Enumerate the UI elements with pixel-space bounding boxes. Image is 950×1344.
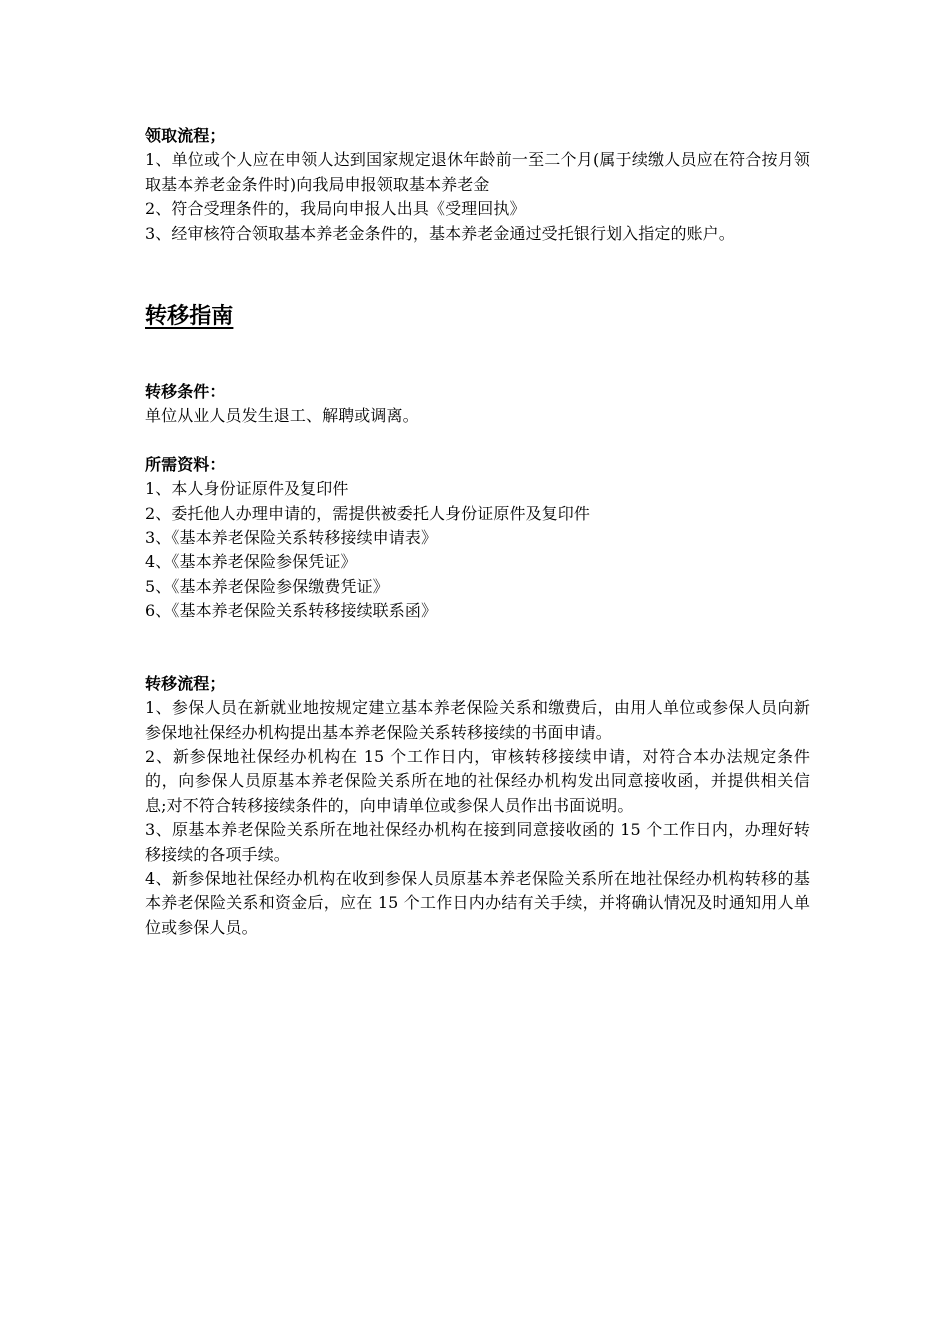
material-item-4: 4、《基本养老保险参保凭证》: [145, 552, 357, 572]
transfer-step-1: 1、参保人员在新就业地按规定建立基本养老保险关系和缴费后，由用人单位或参保人员向新参保地社保经办机构提出基本养老保险关系转移接续的书面申请。: [145, 698, 810, 742]
spacer: [145, 246, 810, 302]
spacer: [145, 332, 810, 380]
claim-step-2: 2、符合受理条件的，我局向申报人出具《受理回执》: [145, 199, 526, 219]
material-item-2: 2、委托他人办理申请的，需提供被委托人身份证原件及复印件: [145, 503, 590, 523]
material-item-6: 6、《基本养老保险关系转移接续联系函》: [145, 601, 438, 621]
claim-step-1: 1、单位或个人应在申领人达到国家规定退休年龄前一至二个月(属于续缴人员应在符合按月领取基本养老金条件时)向我局申报领取基本养老金: [145, 150, 810, 194]
transfer-conditions-heading: 转移条件：: [145, 382, 226, 402]
transfer-step-2: 2、新参保地社保经办机构在 15 个工作日内，审核转移接续申请，对符合本办法规定条件的，向参保人员原基本养老保险关系所在地的社保经办机构发出同意接收函，并提供相关信息;对不符合转移接续条件的，向申请单位或参保人员作出书面说明。: [145, 746, 810, 815]
material-item-1: 1、本人身份证原件及复印件: [145, 479, 349, 499]
transfer-guide-title: 转移指南: [145, 304, 234, 330]
transfer-step-4: 4、新参保地社保经办机构在收到参保人员原基本养老保险关系所在地社保经办机构转移的基本养老保险关系和资金后，应在 15 个工作日内办结有关手续，并将确认情况及时通知用人单位或参保人员。: [145, 868, 810, 937]
required-materials-heading: 所需资料：: [145, 454, 226, 474]
material-item-5: 5、《基本养老保险参保缴费凭证》: [145, 576, 389, 596]
spacer: [145, 429, 810, 453]
transfer-step-3: 3、原基本养老保险关系所在地社保经办机构在接到同意接收函的 15 个工作日内，办理好转移接续的各项手续。: [145, 820, 810, 864]
transfer-process-heading: 转移流程；: [145, 673, 226, 693]
claim-process-heading: 领取流程；: [145, 126, 226, 145]
transfer-conditions-text: 单位从业人员发生退工、解聘或调离。: [145, 406, 419, 426]
claim-step-3: 3、经审核符合领取基本养老金条件的，基本养老金通过受托银行划入指定的账户。: [145, 223, 735, 243]
spacer: [145, 624, 810, 672]
document-body: [145, 124, 810, 940]
material-item-3: 3、《基本养老保险关系转移接续申请表》: [145, 528, 438, 548]
